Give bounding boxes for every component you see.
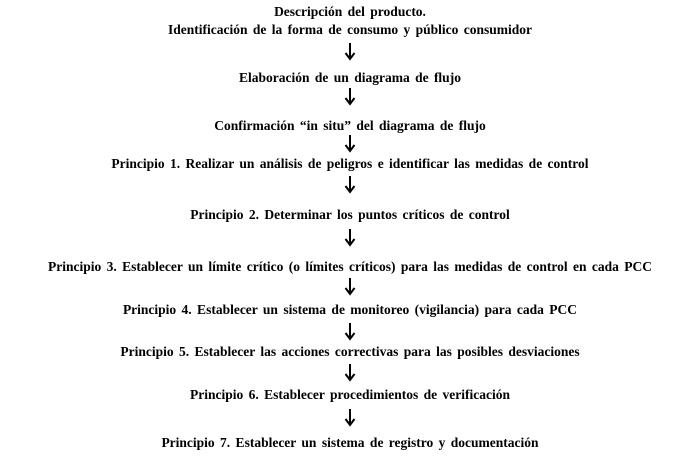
step-5-line-1: Principio 2. Determinar los puntos críticos de control xyxy=(190,207,510,222)
down-arrow-icon xyxy=(344,364,356,382)
step-principle-3 xyxy=(0,259,700,275)
step-1-line-2: Identificación de la forma de consumo y público consumidor xyxy=(167,22,532,37)
down-arrow-icon xyxy=(344,135,356,153)
step-principle-7 xyxy=(0,435,700,451)
step-1-line-1: Descripción del producto. xyxy=(274,4,426,19)
step-9-line-1: Principio 6. Establecer procedimientos de verificación xyxy=(190,387,510,402)
down-arrow-icon xyxy=(344,323,356,341)
step-8-line-1: Principio 5. Establecer las acciones correctivas para las posibles desviaciones xyxy=(120,344,580,359)
step-6-line-1: Principio 3. Establecer un límite crítico (o límites críticos) para las medidas de control en cada PCC xyxy=(47,259,653,274)
down-arrow-icon xyxy=(344,278,356,296)
down-arrow-icon xyxy=(344,229,356,247)
step-principle-6 xyxy=(0,387,700,403)
step-principle-1 xyxy=(0,156,700,172)
step-7-line-1: Principio 4. Establecer un sistema de monitoreo (vigilancia) para cada PCC xyxy=(122,302,578,317)
step-flow-diagram xyxy=(0,70,700,86)
step-3-line-1: Confirmación “in situ” del diagrama de flujo xyxy=(214,118,486,133)
step-2-line-1: Elaboración de un diagrama de flujo xyxy=(239,70,461,85)
step-product-description xyxy=(0,4,700,38)
step-10-line-1: Principio 7. Establecer un sistema de registro y documentación xyxy=(161,435,539,450)
step-principle-4 xyxy=(0,302,700,318)
step-principle-2 xyxy=(0,207,700,223)
down-arrow-icon xyxy=(344,176,356,194)
down-arrow-icon xyxy=(344,88,356,106)
step-4-line-1: Principio 1. Realizar un análisis de peligros e identificar las medidas de control xyxy=(111,156,589,171)
down-arrow-icon xyxy=(344,43,356,61)
step-principle-5 xyxy=(0,344,700,360)
step-confirm-flow-diagram xyxy=(0,118,700,134)
down-arrow-icon xyxy=(344,409,356,427)
